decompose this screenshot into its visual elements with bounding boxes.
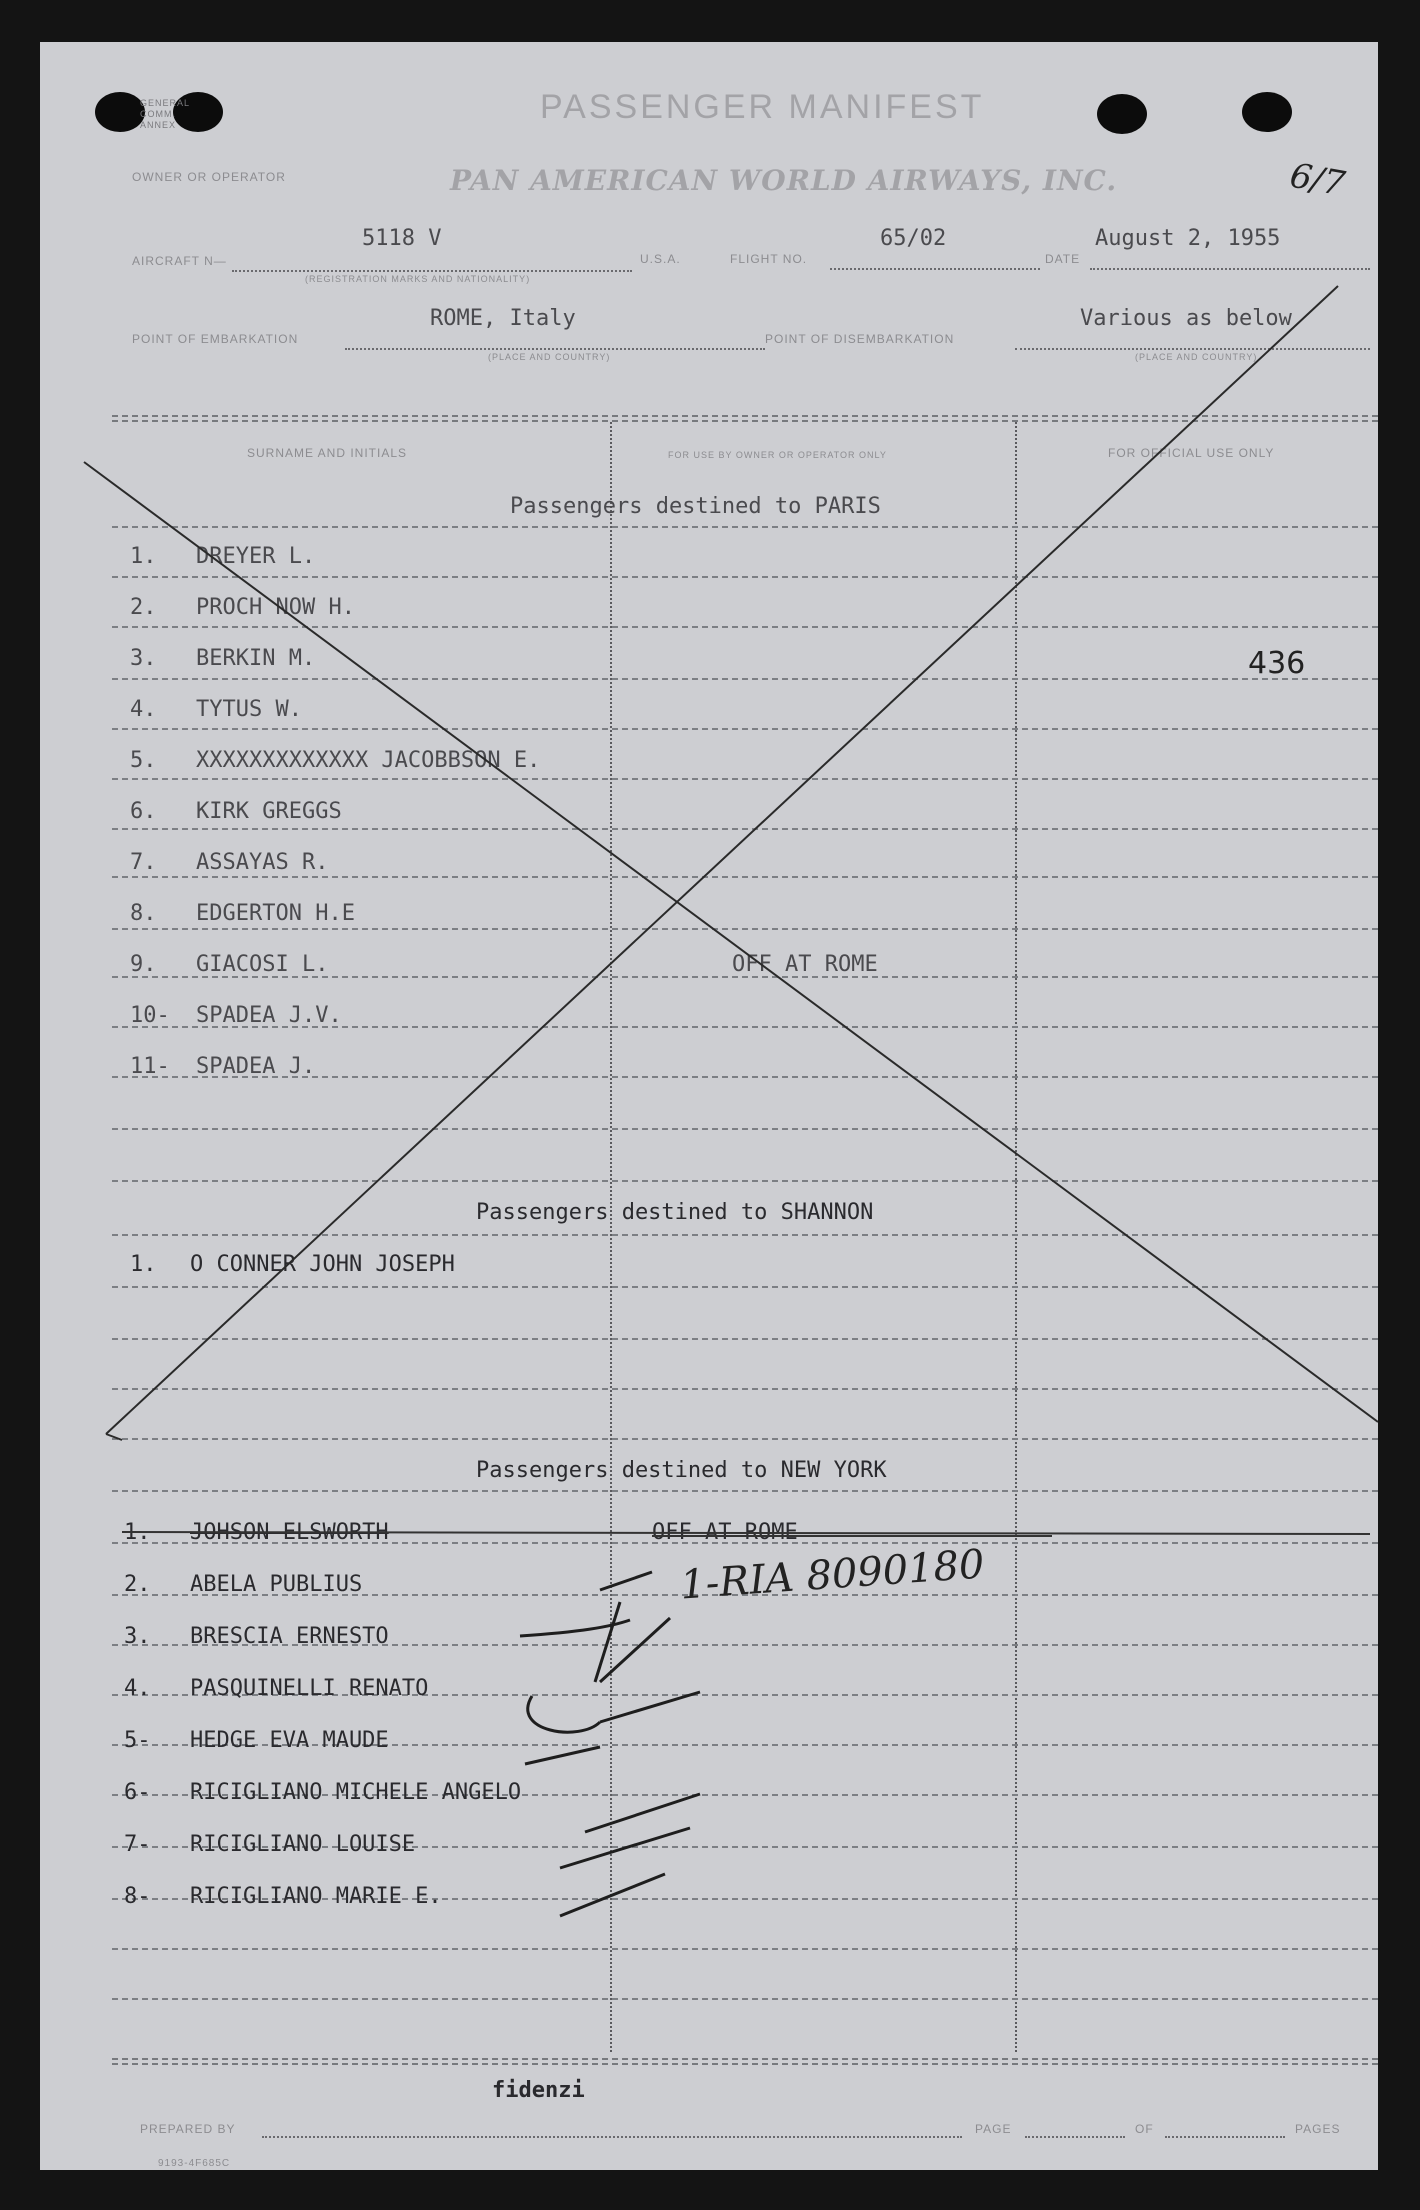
check-stroke [528, 1696, 600, 1732]
manifest-sheet [40, 42, 1378, 2170]
handwritten-ticket: 1-RIA 8090180 [678, 1541, 986, 1609]
crossout-stroke [106, 1434, 122, 1440]
date-label: DATE [1045, 252, 1081, 266]
passenger-name: BERKIN M. [196, 646, 316, 671]
passenger-name: O CONNER JOHN JOSEPH [190, 1252, 455, 1277]
paris-note: OFF AT ROME [732, 952, 878, 977]
disembarkation-caption: (PLACE AND COUNTRY) [1135, 352, 1258, 362]
passenger-name: EDGERTON H.E [196, 901, 355, 926]
passenger-number: 7- [124, 1832, 151, 1857]
flight-date: August 2, 1955 [1095, 226, 1281, 251]
flight-number: 65/02 [880, 226, 947, 251]
aircraft-label: AIRCRAFT N— [132, 254, 227, 268]
passenger-name: RICIGLIANO LOUISE [190, 1832, 416, 1857]
corner-label: GENERAL COMM. ANNEX [140, 98, 190, 130]
registration-caption: (REGISTRATION MARKS AND NATIONALITY) [305, 274, 531, 284]
column-header-official: FOR OFFICIAL USE ONLY [1108, 446, 1275, 460]
passenger-name: DREYER L. [196, 544, 316, 569]
passenger-name: TYTUS W. [196, 697, 302, 722]
passenger-name: SPADEA J.V. [196, 1003, 342, 1028]
crossout-stroke [106, 286, 1338, 1434]
passenger-name: RICIGLIANO MICHELE ANGELO [190, 1780, 522, 1805]
disembarkation-value: Various as below [1080, 306, 1292, 331]
passenger-number: 10- [130, 1003, 170, 1028]
check-stroke [585, 1794, 700, 1832]
embarkation-label: POINT OF EMBARKATION [132, 332, 299, 346]
usa-label: U.S.A. [640, 252, 681, 266]
passenger-number: 5. [130, 748, 157, 773]
passenger-name: PASQUINELLI RENATO [190, 1676, 429, 1701]
passenger-name: ASSAYAS R. [196, 850, 329, 875]
passenger-number: 6. [130, 799, 157, 824]
form-number: 9193-4F685C [158, 2158, 231, 2169]
section-heading-paris: Passengers destined to PARIS [510, 494, 881, 519]
passenger-number: 2. [124, 1572, 151, 1597]
passenger-number: 8. [130, 901, 157, 926]
section-heading-shannon: Passengers destined to SHANNON [476, 1200, 874, 1225]
passenger-number: 3. [124, 1624, 151, 1649]
handwritten-marks [40, 42, 1378, 2170]
check-stroke [560, 1874, 665, 1916]
embarkation-value: ROME, Italy [430, 306, 576, 331]
passenger-name: BRESCIA ERNESTO [190, 1624, 389, 1649]
passenger-number: 4. [124, 1676, 151, 1701]
passenger-name: ABELA PUBLIUS [190, 1572, 363, 1597]
check-stroke [595, 1602, 620, 1682]
prepared-by-value: fidenzi [492, 2078, 585, 2103]
section-heading-newyork: Passengers destined to NEW YORK [476, 1458, 887, 1483]
operator-name: PAN AMERICAN WORLD AIRWAYS, INC. [450, 164, 1118, 197]
passenger-number: 7. [130, 850, 157, 875]
crossout-stroke [84, 462, 1378, 1422]
page-title: PASSENGER MANIFEST [540, 88, 985, 126]
page-label: PAGE [975, 2122, 1012, 2136]
passenger-name: JOHSON ELSWORTH [190, 1520, 389, 1545]
disembarkation-label: POINT OF DISEMBARKATION [765, 332, 955, 346]
of-label: OF [1135, 2122, 1154, 2136]
pages-label: PAGES [1295, 2122, 1341, 2136]
official-mark: 436 [1248, 646, 1306, 681]
passenger-number: 8- [124, 1884, 151, 1909]
passenger-name: GIACOSI L. [196, 952, 329, 977]
passenger-number: 4. [130, 697, 157, 722]
check-stroke [600, 1692, 700, 1722]
passenger-number: 9. [130, 952, 157, 977]
flight-label: FLIGHT NO. [730, 252, 808, 266]
passenger-name: KIRK GREGGS [196, 799, 342, 824]
passenger-number: 1. [130, 544, 157, 569]
passenger-number: 1. [130, 1252, 157, 1277]
passenger-number: 1. [124, 1520, 151, 1545]
passenger-name: HEDGE EVA MAUDE [190, 1728, 389, 1753]
passenger-number: 2. [130, 595, 157, 620]
aircraft-value: 5118 V [362, 226, 442, 251]
embarkation-caption: (PLACE AND COUNTRY) [488, 352, 611, 362]
check-stroke [525, 1747, 600, 1764]
passenger-name: SPADEA J. [196, 1054, 316, 1079]
passenger-name: PROCH NOW H. [196, 595, 355, 620]
passenger-number: 3. [130, 646, 157, 671]
column-header-operator: FOR USE BY OWNER OR OPERATOR ONLY [668, 450, 887, 460]
owner-label: OWNER OR OPERATOR [132, 170, 286, 184]
passenger-name: XXXXXXXXXXXXX JACOBBSON E. [196, 748, 541, 773]
passenger-number: 5- [124, 1728, 151, 1753]
prepared-by-label: PREPARED BY [140, 2122, 236, 2136]
strikethrough-stroke [122, 1532, 1370, 1534]
check-stroke [600, 1572, 652, 1590]
page-mark: 6/7 [1286, 155, 1348, 205]
passenger-number: 11- [130, 1054, 170, 1079]
passenger-number: 6- [124, 1780, 151, 1805]
passenger-name: RICIGLIANO MARIE E. [190, 1884, 442, 1909]
check-stroke [560, 1828, 690, 1868]
column-header-surname: SURNAME AND INITIALS [247, 446, 408, 460]
newyork-struck-note: OFF AT ROME [652, 1520, 798, 1545]
